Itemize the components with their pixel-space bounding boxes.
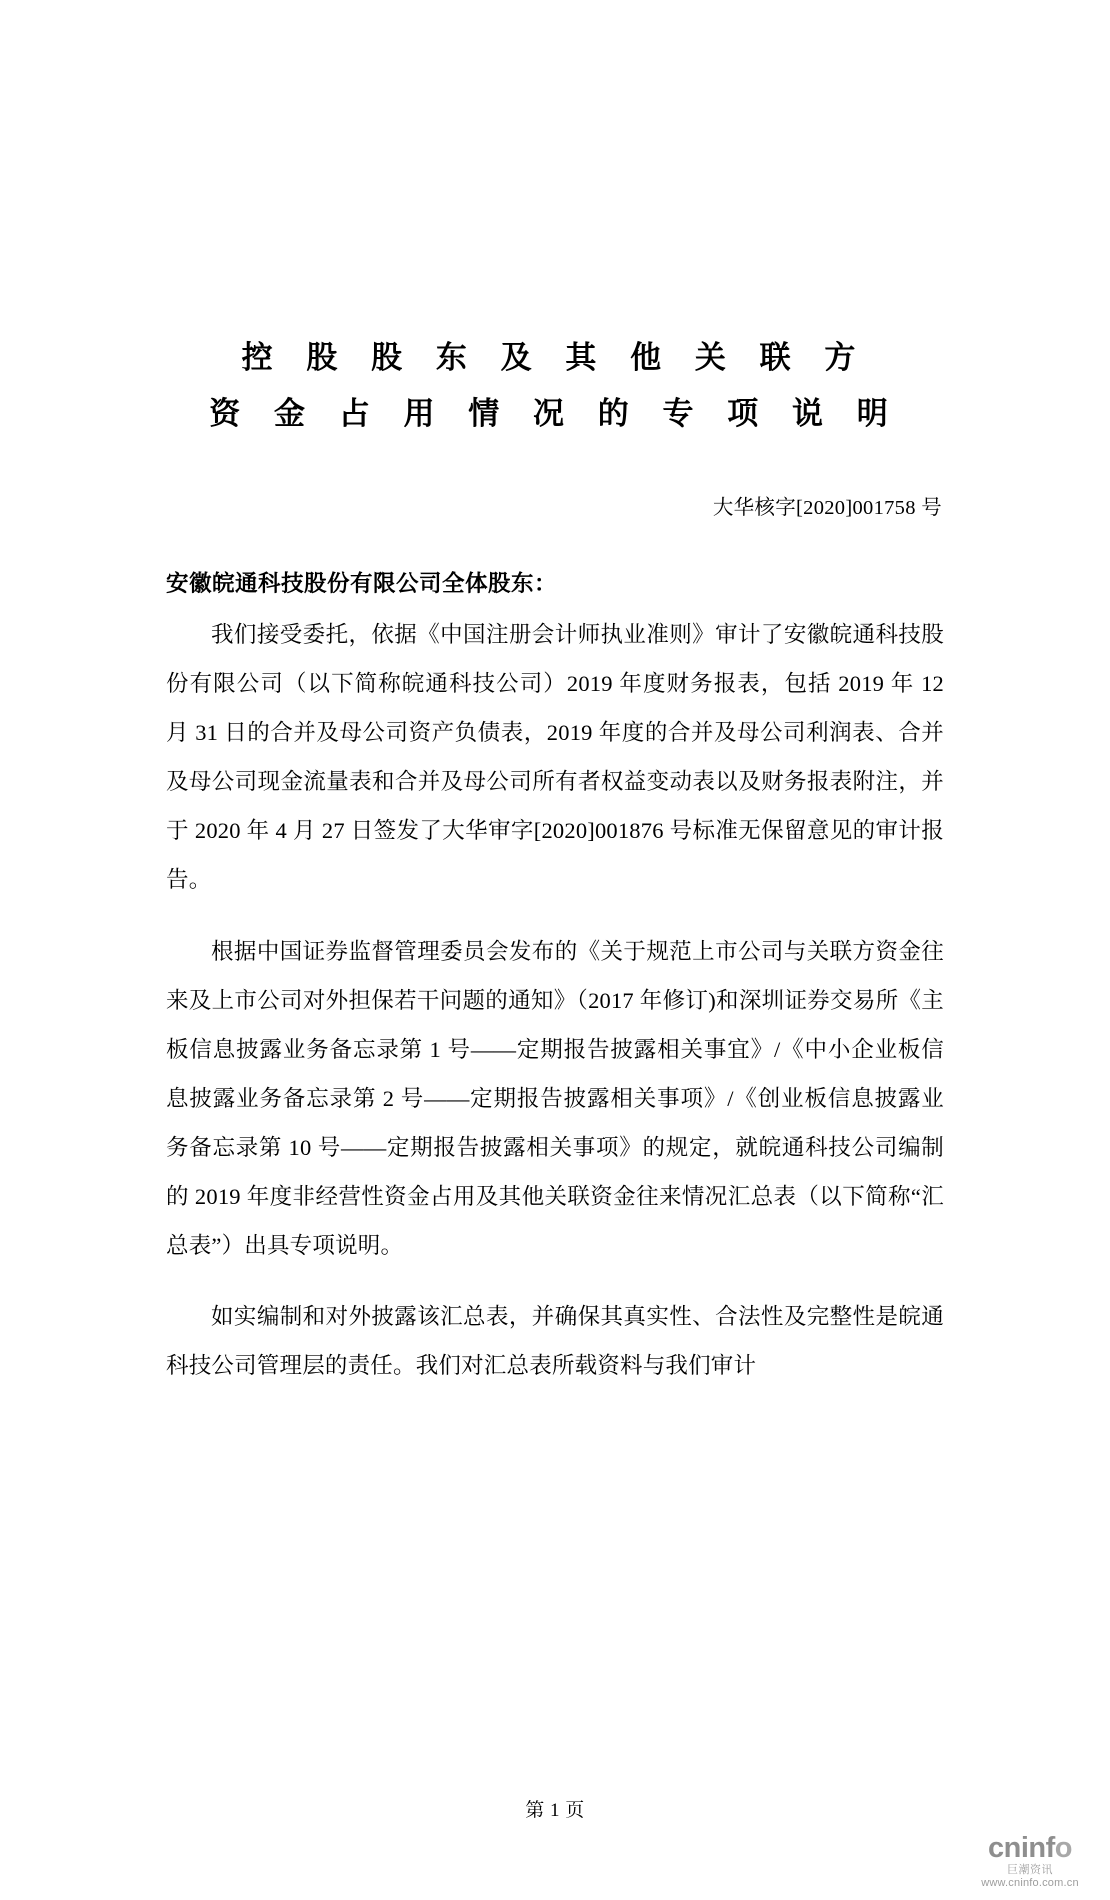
paragraph-2: 根据中国证券监督管理委员会发布的《关于规范上市公司与关联方资金往来及上市公司对外担保若干问题的通知》（2017 年修订)和深圳证券交易所《主板信息披露业务备忘录第 1 号——定期报告披露相关事宜》/《中小企业板信息披露业务备忘录第 2 号——定期报告披露相关事项》/《创业板信息披露业务备忘录第 10 号——定期报告披露相关事项》的规定，就皖通科技公司编制的 2019 年度非经营性资金占用及其他关联资金往来情况汇总表（以下简称“汇总表”）出具专项说明。 xyxy=(166,938,944,1258)
watermark-logo xyxy=(964,1833,1096,1863)
addressee-line: 安徽皖通科技股份有限公司全体股东： xyxy=(166,571,558,596)
paragraph-3: 如实编制和对外披露该汇总表，并确保其真实性、合法性及完整性是皖通科技公司管理层的责任。我们对汇总表所载资料与我们审计 xyxy=(166,1304,944,1378)
watermark-url: www.cninfo.com.cn xyxy=(981,1877,1079,1889)
page-number: 第 1 页 xyxy=(525,1800,585,1821)
document-number: 大华核字[2020]001758 号 xyxy=(712,497,942,519)
watermark-logo-text: cninf xyxy=(988,1832,1055,1864)
title-line-1: 控 股 股 东 及 其 他 关 联 方 xyxy=(241,340,869,375)
cninfo-watermark xyxy=(964,1833,1096,1890)
document-page xyxy=(0,330,1110,1900)
watermark-subtitle: 巨潮资讯 xyxy=(1007,1864,1053,1876)
document-title xyxy=(166,330,944,442)
paragraph-1: 我们接受委托，依据《中国注册会计师执业准则》审计了安徽皖通科技股份有限公司（以下简称皖通科技公司）2019 年度财务报表，包括 2019 年 12 月 31 日的合并及母公司资产负债表，2019 年度的合并及母公司利润表、合并及母公司现金流量表和合并及母公司所有者权益变动表以及财务报表附注，并于 2020 年 4 月 27 日签发了大华审字[2020]001876 号标准无保留意见的审计报告。 xyxy=(166,622,944,892)
title-line-2: 资 金 占 用 情 况 的 专 项 说 明 xyxy=(209,396,901,431)
watermark-logo-accent: o xyxy=(1054,1832,1072,1864)
